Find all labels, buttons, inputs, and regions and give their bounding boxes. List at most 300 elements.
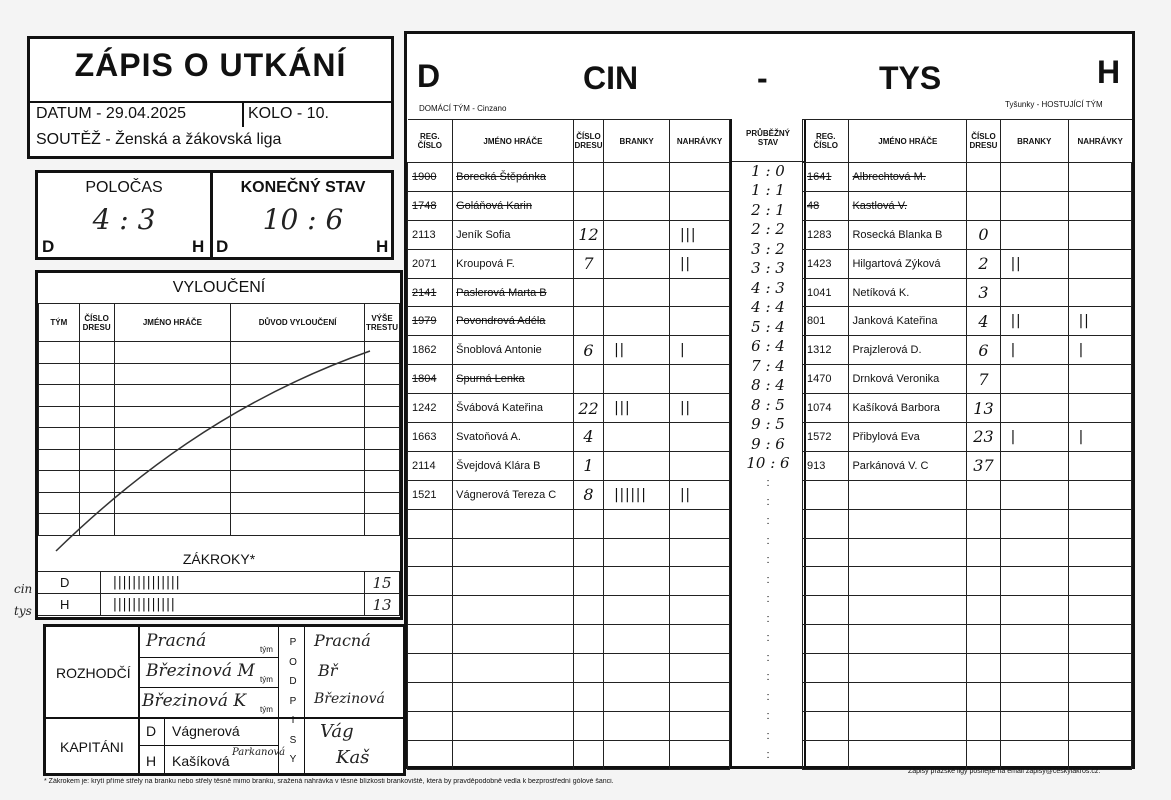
player-goals: [604, 307, 670, 336]
player-reg: 48: [803, 191, 849, 220]
player-reg: 1663: [408, 423, 453, 452]
running-score-entry: 4 : 4: [751, 298, 785, 317]
player-reg: 2114: [408, 451, 453, 480]
away-col-reg: REG. ČÍSLO: [803, 120, 849, 163]
player-goals: |||: [604, 394, 670, 423]
player-assists: [1068, 278, 1131, 307]
player-assists: ||: [670, 249, 730, 278]
player-name: Paslerová Marta B: [453, 278, 574, 307]
player-assists: [670, 451, 730, 480]
player-assists: ||: [1068, 307, 1131, 336]
player-name: [453, 711, 574, 740]
half-d: D: [42, 237, 55, 256]
saves-h-total: 13: [365, 594, 400, 616]
player-number: 12: [573, 220, 603, 249]
margin-note-cin: cin: [14, 582, 33, 596]
player-assists: ||: [670, 394, 730, 423]
player-assists: [670, 625, 730, 654]
player-name: Kroupová F.: [453, 249, 574, 278]
player-assists: [670, 567, 730, 596]
running-score-entry: 9 : 5: [751, 415, 785, 434]
player-row: [803, 740, 1132, 769]
player-goals: [1000, 625, 1068, 654]
player-reg: [803, 538, 849, 567]
player-number: [573, 625, 603, 654]
player-row: [803, 220, 1132, 249]
player-assists: [670, 191, 730, 220]
running-score-entry: 1 : 1: [751, 181, 785, 200]
player-assists: [1068, 740, 1131, 769]
player-name: Janková Kateřina: [849, 307, 967, 336]
player-name: Parkánová V. C: [849, 451, 967, 480]
player-assists: [670, 683, 730, 712]
running-column: [730, 119, 806, 766]
player-assists: [670, 307, 730, 336]
player-row: [803, 480, 1132, 509]
away-caption: Tyšunky - HOSTUJÍCÍ TÝM: [1005, 100, 1103, 109]
running-score-entry: :: [766, 612, 770, 625]
running-header: PRŮBĚŽNÝ STAV: [732, 119, 804, 162]
player-row: [803, 365, 1132, 394]
player-name: Šnoblová Antonie: [453, 336, 574, 365]
half-label: POLOČAS: [85, 179, 163, 196]
player-reg: 1641: [803, 163, 849, 192]
player-number: [573, 683, 603, 712]
player-reg: 1862: [408, 336, 453, 365]
player-reg: 1748: [408, 191, 453, 220]
running-score-entry: :: [766, 515, 770, 528]
team-label-3: tým: [260, 705, 273, 714]
final-d: D: [216, 237, 229, 256]
player-number: [573, 538, 603, 567]
referee-2: Březinová M: [146, 661, 255, 681]
running-score-entry: :: [766, 749, 770, 762]
player-name: [453, 683, 574, 712]
running-score-entry: :: [766, 495, 770, 508]
player-goals: [1000, 509, 1068, 538]
player-number: [573, 307, 603, 336]
player-reg: [803, 683, 849, 712]
home-col-name: JMÉNO HRÁČE: [453, 120, 574, 163]
player-number: [573, 596, 603, 625]
player-assists: [670, 538, 730, 567]
final-score: 10 : 6: [262, 203, 344, 236]
captains-label: KAPITÁNI: [60, 739, 124, 755]
captain-d: Vágnerová: [172, 723, 240, 739]
player-name: [849, 567, 967, 596]
player-number: [573, 365, 603, 394]
player-number: 22: [573, 394, 603, 423]
player-row: [803, 683, 1132, 712]
player-number: [967, 567, 1000, 596]
col-number: ČÍSLO DRESU: [79, 304, 114, 342]
player-goals: |: [1000, 336, 1068, 365]
player-row: [803, 191, 1132, 220]
player-number: 0: [967, 220, 1000, 249]
player-row: [803, 711, 1132, 740]
player-assists: [1068, 596, 1131, 625]
player-name: [453, 625, 574, 654]
player-row: [408, 307, 730, 336]
col-name: JMÉNO HRÁČE: [114, 304, 231, 342]
captain-h-extra: Parkanová: [232, 747, 286, 758]
running-score-entry: :: [766, 671, 770, 684]
player-goals: [1000, 711, 1068, 740]
player-name: [849, 711, 967, 740]
match-box: [404, 31, 1135, 769]
player-row: [408, 249, 730, 278]
player-assists: [1068, 625, 1131, 654]
signature-5: Kaš: [336, 747, 370, 768]
player-row: [408, 625, 730, 654]
player-reg: 1074: [803, 394, 849, 423]
away-team: TYS: [879, 60, 942, 96]
referee-3: Březinová K: [142, 691, 247, 711]
player-number: 6: [967, 336, 1000, 365]
player-name: Borecká Štěpánka: [453, 163, 574, 192]
player-name: Švejdová Klára B: [453, 451, 574, 480]
saves-table: [38, 571, 400, 616]
player-reg: 1470: [803, 365, 849, 394]
col-reason: DŮVOD VYLOUČENÍ: [231, 304, 365, 342]
player-reg: 1312: [803, 336, 849, 365]
referee-1: Pracná: [146, 631, 207, 651]
player-row: [803, 654, 1132, 683]
player-reg: [408, 740, 453, 769]
player-number: [573, 191, 603, 220]
player-assists: [1068, 567, 1131, 596]
half-h: H: [192, 237, 205, 256]
player-name: Goláňová Karin: [453, 191, 574, 220]
player-reg: 801: [803, 307, 849, 336]
cancel-stroke: [38, 341, 400, 557]
signature-3: Březinová: [314, 691, 385, 707]
away-col-assists: NAHRÁVKY: [1068, 120, 1131, 163]
player-reg: [408, 683, 453, 712]
player-reg: [803, 567, 849, 596]
player-row: [803, 278, 1132, 307]
player-assists: [670, 423, 730, 452]
player-row: [803, 567, 1132, 596]
player-reg: 1423: [803, 249, 849, 278]
player-name: Kašíková Barbora: [849, 394, 967, 423]
running-score-entry: 3 : 3: [751, 259, 785, 278]
captain-d-label: D: [146, 723, 157, 739]
running-score-entry: :: [766, 729, 770, 742]
player-row: [803, 423, 1132, 452]
player-number: 13: [967, 394, 1000, 423]
col-team: TÝM: [39, 304, 80, 342]
player-goals: [1000, 451, 1068, 480]
player-name: Jeník Sofia: [453, 220, 574, 249]
player-goals: [604, 220, 670, 249]
running-score-entry: :: [766, 710, 770, 723]
player-reg: [408, 711, 453, 740]
signature-2: Bř: [318, 661, 338, 680]
player-reg: 1283: [803, 220, 849, 249]
home-letter: D: [417, 58, 441, 94]
player-number: [967, 509, 1000, 538]
player-goals: [604, 423, 670, 452]
player-row: [803, 336, 1132, 365]
player-number: [967, 596, 1000, 625]
player-assists: |: [1068, 423, 1131, 452]
player-row: [803, 394, 1132, 423]
player-goals: ||: [1000, 307, 1068, 336]
player-goals: [1000, 480, 1068, 509]
player-row: [803, 307, 1132, 336]
running-score-entry: :: [766, 690, 770, 703]
player-reg: 1900: [408, 163, 453, 192]
player-row: [408, 163, 730, 192]
form-title: ZÁPIS O UTKÁNÍ: [74, 47, 347, 83]
player-assists: [1068, 163, 1131, 192]
saves-h-label: H: [38, 594, 101, 616]
player-goals: [604, 740, 670, 769]
player-row: [408, 683, 730, 712]
player-assists: [670, 711, 730, 740]
player-goals: [604, 683, 670, 712]
running-score-entry: 9 : 6: [751, 434, 785, 453]
player-goals: [1000, 654, 1068, 683]
player-name: Povondrová Adéla: [453, 307, 574, 336]
footer-email: Zápisy pražské ligy posílejte na email zapisy@ceskylakros.cz.: [908, 768, 1101, 775]
player-name: [849, 538, 967, 567]
player-number: [967, 163, 1000, 192]
team-label-1: tým: [260, 645, 273, 654]
signature-1: Pracná: [314, 631, 371, 650]
col-amount: VÝŠE TRESTU: [364, 304, 399, 342]
player-number: 7: [967, 365, 1000, 394]
player-reg: 1041: [803, 278, 849, 307]
player-number: 2: [967, 249, 1000, 278]
player-goals: [1000, 220, 1068, 249]
player-number: [573, 567, 603, 596]
player-goals: [604, 451, 670, 480]
player-reg: [803, 596, 849, 625]
player-assists: [1068, 683, 1131, 712]
player-goals: [1000, 394, 1068, 423]
player-assists: [1068, 191, 1131, 220]
player-row: [408, 278, 730, 307]
player-name: [453, 509, 574, 538]
player-goals: ||: [604, 336, 670, 365]
running-score-entry: :: [766, 534, 770, 547]
player-reg: [408, 654, 453, 683]
running-score-entry: 8 : 5: [751, 395, 785, 414]
captain-h-label: H: [146, 753, 157, 769]
player-row: [408, 451, 730, 480]
final-label: KONEČNÝ STAV: [240, 179, 366, 196]
player-reg: [408, 596, 453, 625]
player-number: [967, 654, 1000, 683]
home-caption: DOMÁCÍ TÝM - Cinzano: [419, 104, 507, 113]
player-number: [573, 654, 603, 683]
player-number: 4: [967, 307, 1000, 336]
player-name: Hilgartová Zýková: [849, 249, 967, 278]
running-score-entry: :: [766, 476, 770, 489]
player-goals: [604, 249, 670, 278]
running-score-entry: 5 : 4: [751, 317, 785, 336]
player-reg: [803, 740, 849, 769]
player-name: Přibylová Eva: [849, 423, 967, 452]
player-assists: [670, 654, 730, 683]
player-goals: [1000, 596, 1068, 625]
player-name: [453, 654, 574, 683]
home-col-assists: NAHRÁVKY: [670, 120, 730, 163]
player-number: [967, 191, 1000, 220]
player-name: Drnková Veronika: [849, 365, 967, 394]
header-box: [27, 36, 394, 130]
running-score-entry: 3 : 2: [751, 239, 785, 258]
player-reg: [408, 538, 453, 567]
running-score-entry: 7 : 4: [751, 356, 785, 375]
running-score-entry: :: [766, 573, 770, 586]
player-reg: 1979: [408, 307, 453, 336]
player-number: [573, 163, 603, 192]
player-name: Spurná Lenka: [453, 365, 574, 394]
player-row: [408, 711, 730, 740]
player-row: [803, 625, 1132, 654]
player-reg: [408, 567, 453, 596]
player-reg: [803, 480, 849, 509]
player-row: [408, 220, 730, 249]
player-name: [849, 596, 967, 625]
player-row: [803, 509, 1132, 538]
player-name: [453, 740, 574, 769]
player-reg: 1521: [408, 480, 453, 509]
player-assists: [1068, 538, 1131, 567]
penalties-title: VYLOUČENÍ: [172, 279, 266, 296]
player-number: [967, 711, 1000, 740]
player-name: Albrechtová M.: [849, 163, 967, 192]
home-team: CIN: [583, 60, 639, 96]
player-reg: 2113: [408, 220, 453, 249]
player-number: [573, 740, 603, 769]
player-name: Netíková K.: [849, 278, 967, 307]
player-goals: [604, 654, 670, 683]
player-assists: [1068, 654, 1131, 683]
player-number: [967, 538, 1000, 567]
running-score-entry: 10 : 6: [746, 454, 790, 473]
player-name: Vágnerová Tereza C: [453, 480, 574, 509]
player-goals: [604, 567, 670, 596]
player-row: [408, 538, 730, 567]
player-number: 8: [573, 480, 603, 509]
player-reg: [803, 625, 849, 654]
footer-note: * Zákrokem je: krytí přímé střely na branku nebo střely těsně mimo branku, sražená nahrávka v těsné blízkosti brankoviště, která by pravděpodobně vedla k bezprostřední gólové šanci.: [44, 778, 614, 785]
match-round: KOLO - 10.: [248, 105, 329, 122]
penalties-box: [35, 270, 403, 620]
running-score-entry: 1 : 0: [751, 162, 785, 180]
player-goals: [1000, 191, 1068, 220]
player-number: [573, 278, 603, 307]
player-reg: 1804: [408, 365, 453, 394]
player-reg: [408, 625, 453, 654]
player-name: Prajzlerová D.: [849, 336, 967, 365]
player-goals: [604, 163, 670, 192]
player-row: [803, 163, 1132, 192]
signature-4: Vág: [320, 721, 354, 742]
running-score-entry: 4 : 3: [751, 278, 785, 297]
running-score-entry: :: [766, 554, 770, 567]
player-reg: [803, 509, 849, 538]
player-number: 4: [573, 423, 603, 452]
player-number: [967, 480, 1000, 509]
margin-note-tys: tys: [14, 604, 32, 618]
home-col-reg: REG. ČÍSLO: [408, 120, 453, 163]
player-goals: [604, 711, 670, 740]
player-row: [803, 596, 1132, 625]
player-name: Svatoňová A.: [453, 423, 574, 452]
running-score-entry: :: [766, 651, 770, 664]
player-reg: 1242: [408, 394, 453, 423]
player-name: [849, 625, 967, 654]
player-row: [408, 191, 730, 220]
player-assists: [1068, 365, 1131, 394]
player-goals: [604, 625, 670, 654]
player-number: 1: [573, 451, 603, 480]
player-goals: ||: [1000, 249, 1068, 278]
home-col-goals: BRANKY: [604, 120, 670, 163]
player-name: [849, 509, 967, 538]
away-letter: H: [1097, 54, 1121, 90]
score-box: [35, 170, 394, 260]
player-assists: [670, 278, 730, 307]
player-assists: [1068, 711, 1131, 740]
player-goals: |: [1000, 423, 1068, 452]
player-goals: [1000, 538, 1068, 567]
player-name: Švábová Kateřina: [453, 394, 574, 423]
player-name: [453, 567, 574, 596]
competition-box: [27, 127, 394, 159]
player-number: 23: [967, 423, 1000, 452]
player-assists: [1068, 249, 1131, 278]
player-row: [803, 249, 1132, 278]
player-assists: |: [1068, 336, 1131, 365]
player-goals: [604, 509, 670, 538]
player-name: [849, 683, 967, 712]
saves-d-tally: ||||||||||||||: [101, 572, 365, 594]
player-assists: [1068, 220, 1131, 249]
player-goals: [1000, 365, 1068, 394]
player-number: 37: [967, 451, 1000, 480]
player-reg: 2071: [408, 249, 453, 278]
player-number: [967, 740, 1000, 769]
player-goals: [1000, 278, 1068, 307]
player-assists: [670, 509, 730, 538]
player-row: [408, 596, 730, 625]
player-reg: 2141: [408, 278, 453, 307]
player-row: [803, 451, 1132, 480]
player-name: [453, 596, 574, 625]
away-roster: [802, 119, 1132, 770]
running-score-entry: 2 : 2: [751, 220, 785, 239]
player-name: [849, 480, 967, 509]
player-assists: [1068, 394, 1131, 423]
player-number: 7: [573, 249, 603, 278]
player-number: [967, 625, 1000, 654]
player-name: Kastlová V.: [849, 191, 967, 220]
player-number: [573, 509, 603, 538]
player-reg: [408, 509, 453, 538]
player-number: [967, 683, 1000, 712]
player-row: [408, 654, 730, 683]
player-reg: 1572: [803, 423, 849, 452]
player-row: [408, 394, 730, 423]
away-col-name: JMÉNO HRÁČE: [849, 120, 967, 163]
player-goals: ||||||: [604, 480, 670, 509]
